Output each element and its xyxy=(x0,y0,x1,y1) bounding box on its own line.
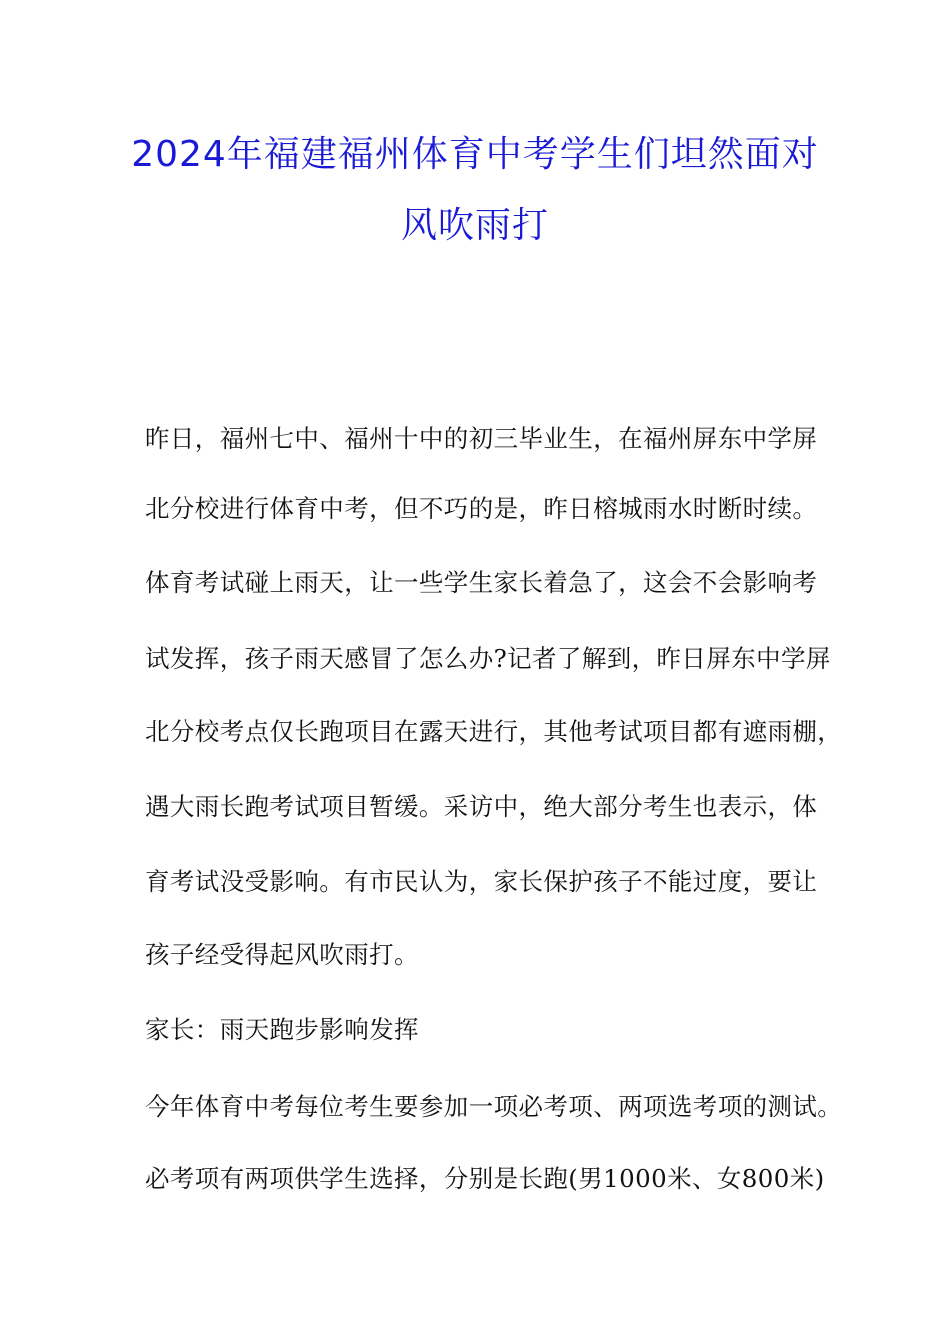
body-line-6: 遇大雨长跑考试项目暂缓。采访中，绝大部分考生也表示，体 xyxy=(145,792,818,821)
body-line-7: 育考试没受影响。有市民认为，家长保护孩子不能过度，要让 xyxy=(145,867,818,896)
document-title-line-1: 2024年福建福州体育中考学生们坦然面对 xyxy=(131,134,819,175)
body-line-8: 孩子经受得起风吹雨打。 xyxy=(145,940,419,969)
body-line-10: 今年体育中考每位考生要参加一项必考项、两项选考项的测试。 xyxy=(145,1092,843,1121)
body-line-1: 昨日，福州七中、福州十中的初三毕业生，在福州屏东中学屏 xyxy=(145,424,818,453)
body-line-11: 必考项有两项供学生选择，分别是长跑(男1000米、女800米) xyxy=(145,1164,825,1193)
body-line-4: 试发挥，孩子雨天感冒了怎么办?记者了解到，昨日屏东中学屏 xyxy=(145,644,831,673)
body-line-3: 体育考试碰上雨天，让一些学生家长着急了，这会不会影响考 xyxy=(145,568,818,597)
section-heading: 家长：雨天跑步影响发挥 xyxy=(145,1015,419,1044)
document-title-line-2: 风吹雨打 xyxy=(400,205,549,246)
body-line-5: 北分校考点仅长跑项目在露天进行，其他考试项目都有遮雨棚， xyxy=(145,717,843,746)
body-line-2: 北分校进行体育中考，但不巧的是，昨日榕城雨水时断时续。 xyxy=(145,494,818,523)
